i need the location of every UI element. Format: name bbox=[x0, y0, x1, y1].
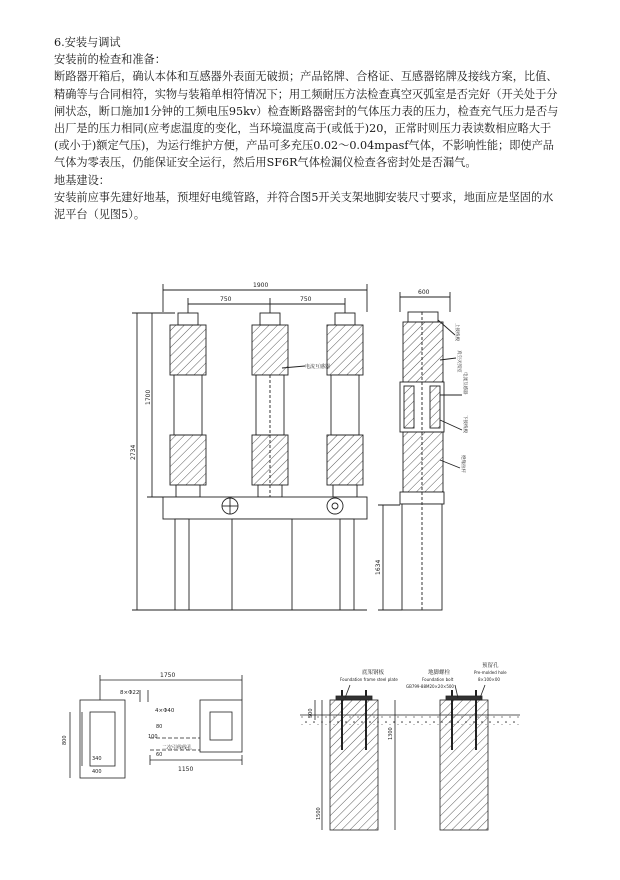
subheading-inspection: 安装前的检查和准备： bbox=[54, 53, 166, 67]
plan-dim-left-outer: 800 bbox=[62, 735, 68, 745]
foundation-plate-cn: 底架钢板 bbox=[362, 670, 385, 676]
side-view-drawing bbox=[378, 292, 462, 610]
section-heading: 6.安装与调试 bbox=[54, 36, 121, 49]
foundation-bolt-en: Foundation bolt bbox=[422, 677, 454, 682]
foundation-bolt-spec: GB799-88M20×20×500 bbox=[406, 684, 454, 689]
plan-dim-small-1: 80 bbox=[156, 724, 163, 730]
foundation-dim-top: 500 bbox=[308, 708, 314, 718]
plan-pipe-spec: 4×Φ40 bbox=[155, 708, 175, 714]
foundation-dim-depth: 1500 bbox=[316, 807, 322, 820]
foundation-dim-left: 1300 bbox=[388, 727, 394, 740]
side-label-top-terminal: 上接线板 bbox=[454, 323, 459, 341]
plan-dim-left-inner: 340 bbox=[92, 756, 102, 762]
plan-cable-label: 二次引线线孔 bbox=[162, 745, 193, 751]
side-label-insulating-rod: 绝缘拉杆 bbox=[460, 455, 465, 473]
pole-middle bbox=[252, 313, 288, 497]
side-label-bottom-terminal: 下接线板 bbox=[462, 415, 467, 433]
foundation-section-drawing bbox=[300, 685, 520, 830]
side-label-vacuum-chamber: 真空灭弧室 bbox=[456, 350, 461, 373]
plan-dim-small-2: 100 bbox=[148, 734, 158, 740]
subheading-foundation: 地基建设： bbox=[54, 173, 110, 187]
side-dim-width: 600 bbox=[418, 289, 430, 296]
foundation-plate-en: Foundation frame steel plate bbox=[340, 677, 398, 682]
paragraph-inspection: 断路器开箱后，确认本体和互感器外表面无破损；产品铭牌、合格证、互感器铭牌及接线方案，比值、精确等与合同相符，实物与装箱单相符情况下；用工频耐压方法检查真空灭弧室是否完好（开关处于分闸状态，断口施加1分钟的工频电压95kv）检查断路器密封的气体压力表的压力，检查充气压力是否与出厂是的压力相同(应考虑温度的变化，当环境温度高于(或低于)20，正常时则压力表读数相应略大于(或小于)额定气压)，为运行维护方便，产品可多充压0.02～0.04mpasf气体，不影响性能；即使产品气体为零表压，仍能保证安全运行，然后用SF6R气体检漏仪检查各密封处是否漏气。 bbox=[54, 70, 559, 170]
pole-right bbox=[327, 313, 363, 497]
dim-total-width: 1900 bbox=[253, 282, 269, 289]
plan-dim-top: 1750 bbox=[160, 672, 176, 679]
plan-hole-spec: 8×Φ22 bbox=[120, 690, 140, 696]
paragraph-foundation: 安装前应事先建好地基，预埋好电缆管路，并符合图5开关支架地脚安装尺寸要求，地面应是坚固的水泥平台（见图5）。 bbox=[54, 190, 554, 222]
pole-left bbox=[170, 313, 206, 497]
front-view-drawing bbox=[132, 284, 367, 610]
dim-height-upper: 1700 bbox=[145, 389, 152, 405]
side-dim-height: 1634 bbox=[375, 559, 382, 575]
dim-spacing-left: 750 bbox=[220, 296, 232, 303]
plan-dim-left-base: 400 bbox=[92, 769, 102, 775]
foundation-hole-spec: 8×100×00 bbox=[478, 677, 500, 682]
side-label-ct: 电流互感器 bbox=[462, 372, 467, 395]
foundation-hole-cn: 预留孔 bbox=[482, 663, 499, 669]
ct-label: 电流互感器 bbox=[305, 364, 331, 370]
foundation-hole-en: Pre-molded hole bbox=[474, 670, 507, 675]
foundation-bolt-cn: 地脚螺栓 bbox=[428, 670, 451, 676]
dim-height-total: 2734 bbox=[130, 444, 137, 460]
plan-dim-bottom: 1150 bbox=[178, 766, 194, 773]
plan-dim-small-3: 60 bbox=[156, 752, 163, 758]
dim-spacing-right: 750 bbox=[300, 296, 312, 303]
